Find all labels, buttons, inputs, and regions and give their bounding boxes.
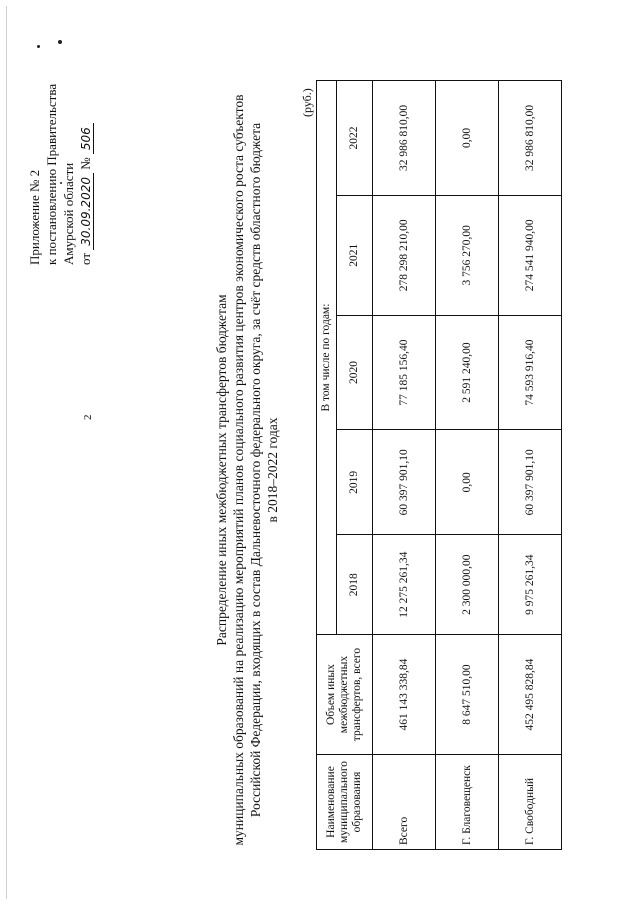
title-line: в 2018–2022 годах <box>265 417 280 523</box>
year-header: 2018 <box>337 535 373 635</box>
row-value: 0,00 <box>436 81 499 196</box>
row-value: 2 591 240,00 <box>436 315 499 430</box>
row-value: 12 275 261,34 <box>373 535 436 635</box>
row-value: 74 593 916,40 <box>499 315 562 430</box>
number-value: 506 <box>79 123 94 154</box>
transfers-table <box>316 80 562 850</box>
year-header: 2021 <box>337 195 373 315</box>
row-value: 274 541 940,00 <box>499 195 562 315</box>
year-header: 2019 <box>337 430 373 535</box>
title-line: муниципальных образований на реализацию мероприятий планов социального развития центров экономического роста субъектов <box>231 94 246 846</box>
title-line: Российской Федерации, входящих в состав Дальневосточного федерального округа, за счёт средств областного бюджета <box>248 122 263 818</box>
row-total: 461 143 338,84 <box>373 635 436 755</box>
row-value: 0,00 <box>436 430 499 535</box>
date-prefix: от <box>78 252 93 265</box>
row-name: Г. Благовещенск <box>436 755 499 850</box>
row-value: 2 300 000,00 <box>436 535 499 635</box>
row-value: 32 986 810,00 <box>373 81 436 196</box>
document-title <box>213 90 281 850</box>
table-header-row <box>317 81 337 850</box>
row-value: 60 397 901,10 <box>499 430 562 535</box>
row-value: 278 298 210,00 <box>373 195 436 315</box>
row-value: 77 185 156,40 <box>373 315 436 430</box>
row-value: 3 756 270,00 <box>436 195 499 315</box>
table-row <box>436 81 499 850</box>
row-total: 452 495 828,84 <box>499 635 562 755</box>
header-total: Объем иных межбюджетных трансфертов, всего <box>317 635 373 755</box>
row-value: 60 397 901,10 <box>373 430 436 535</box>
row-total: 8 647 510,00 <box>436 635 499 755</box>
document-content <box>18 30 578 880</box>
page-number: 2 <box>82 414 94 420</box>
appendix-line: Приложение № 2 <box>27 169 42 265</box>
appendix-block <box>26 35 95 265</box>
header-name: Наименование муниципального образования <box>317 755 373 850</box>
appendix-line: к постановлению Правительства <box>44 83 59 265</box>
date-value: 30.09.2020 <box>79 173 94 250</box>
row-name: Г. Свободный <box>499 755 562 850</box>
row-value: 32 986 810,00 <box>499 81 562 196</box>
row-value: 9 975 261,34 <box>499 535 562 635</box>
number-prefix: № <box>78 157 93 170</box>
table-row <box>373 81 436 850</box>
year-header: 2020 <box>337 315 373 430</box>
title-line: Распределение иных межбюджетных трансфертов бюджетам <box>214 294 229 646</box>
appendix-line: Амурской области <box>61 162 76 265</box>
year-header: 2022 <box>337 81 373 196</box>
appendix-date-line <box>77 35 95 265</box>
unit-label: (руб.) <box>300 88 314 117</box>
table-row <box>499 81 562 850</box>
row-name: Всего <box>373 755 436 850</box>
header-by-years: В том числе по годам: <box>317 81 337 635</box>
